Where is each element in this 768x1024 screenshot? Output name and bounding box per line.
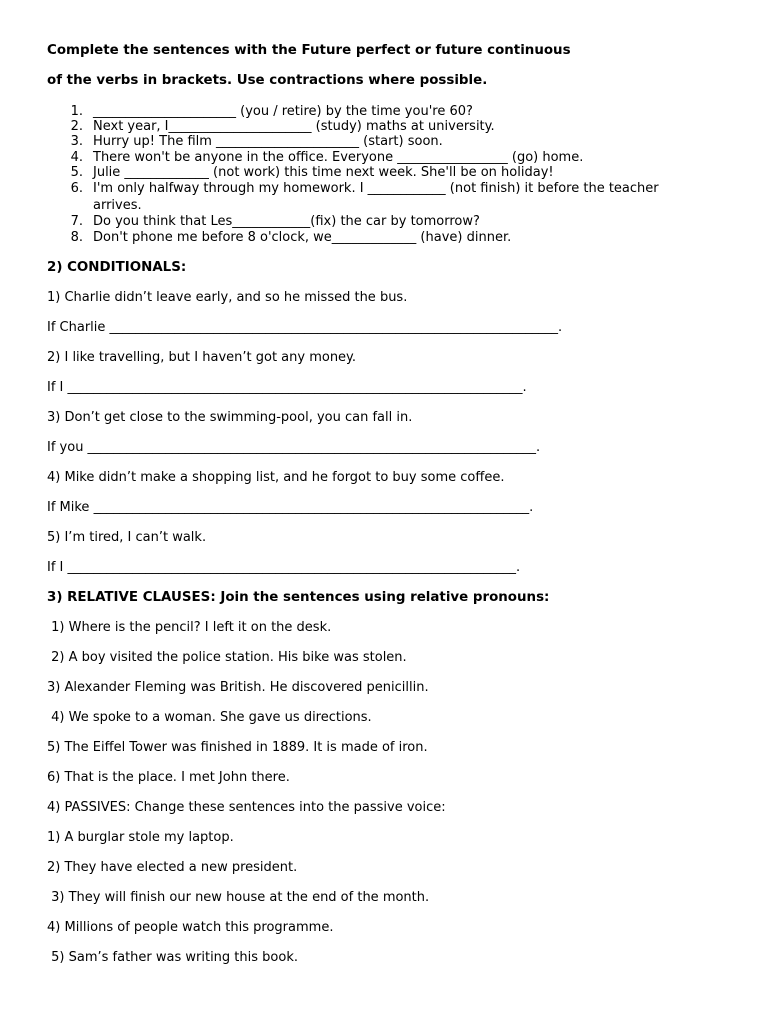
exercise-sentence: 1) A burglar stole my laptop. xyxy=(47,830,234,845)
list-item-number: 2. xyxy=(70,119,83,134)
list-item-number: 7. xyxy=(70,214,83,229)
list-item-number: 1. xyxy=(70,104,83,119)
exercise-sentence: 4) We spoke to a woman. She gave us directions. xyxy=(47,710,372,725)
answer-line: If I ______________________________________________________________________. xyxy=(47,380,527,395)
exercise-sentence: 3) They will finish our new house at the end of the month. xyxy=(47,890,430,905)
conditionals-title: 2) CONDITIONALS: xyxy=(47,260,187,275)
exercise-sentence: 1) Charlie didn’t leave early, and so he missed the bus. xyxy=(47,290,408,305)
heading-line-2: of the verbs in brackets. Use contractions where possible. xyxy=(47,73,488,88)
exercise-sentence: 5) I’m tired, I can’t walk. xyxy=(47,530,207,545)
list-item: Do you think that Les____________(fix) the car by tomorrow? xyxy=(93,214,480,229)
answer-line: If Mike ___________________________________________________________________. xyxy=(47,500,534,515)
answer-line: If you _____________________________________________________________________. xyxy=(47,440,541,455)
heading-line-1: Complete the sentences with the Future perfect or future continuous xyxy=(47,43,571,58)
exercise-sentence: 5) Sam’s father was writing this book. xyxy=(47,950,298,965)
list-item: Don't phone me before 8 o'clock, we_____________ (have) dinner. xyxy=(93,230,512,245)
list-item: I'm only halfway through my homework. I ____________ (not finish) it before the teacher xyxy=(93,181,659,196)
exercise-sentence: 4) Millions of people watch this programme. xyxy=(47,920,334,935)
list-item: Julie _____________ (not work) this time next week. She'll be on holiday! xyxy=(93,165,554,180)
list-item-continuation: arrives. xyxy=(93,198,142,213)
list-item: Next year, I______________________ (study) maths at university. xyxy=(93,119,495,134)
answer-line: If I _____________________________________________________________________. xyxy=(47,560,521,575)
list-item: ______________________ (you / retire) by the time you're 60? xyxy=(93,104,473,119)
list-item-number: 8. xyxy=(70,230,83,245)
exercise-sentence: 5) The Eiffel Tower was finished in 1889. It is made of iron. xyxy=(47,740,428,755)
exercise-sentence: 2) I like travelling, but I haven’t got any money. xyxy=(47,350,357,365)
answer-line: If Charlie _____________________________________________________________________. xyxy=(47,320,563,335)
exercise-sentence: 2) They have elected a new president. xyxy=(47,860,298,875)
list-item-number: 5. xyxy=(70,165,83,180)
list-item-number: 4. xyxy=(70,150,83,165)
exercise-sentence: 1) Where is the pencil? I left it on the desk. xyxy=(47,620,332,635)
exercise-sentence: 3) Alexander Fleming was British. He discovered penicillin. xyxy=(47,680,429,695)
list-item-number: 6. xyxy=(70,181,83,196)
exercise-sentence: 2) A boy visited the police station. His bike was stolen. xyxy=(47,650,407,665)
list-item: Hurry up! The film ______________________ (start) soon. xyxy=(93,134,443,149)
relative-clauses-title: 3) RELATIVE CLAUSES: Join the sentences using relative pronouns: xyxy=(47,590,550,605)
list-item-number: 3. xyxy=(70,134,83,149)
exercise-sentence: 4) Mike didn’t make a shopping list, and he forgot to buy some coffee. xyxy=(47,470,505,485)
exercise-sentence: 6) That is the place. I met John there. xyxy=(47,770,290,785)
passives-title: 4) PASSIVES: Change these sentences into the passive voice: xyxy=(47,800,446,815)
exercise-sentence: 3) Don’t get close to the swimming-pool, you can fall in. xyxy=(47,410,413,425)
list-item: There won't be anyone in the office. Everyone _________________ (go) home. xyxy=(93,150,584,165)
